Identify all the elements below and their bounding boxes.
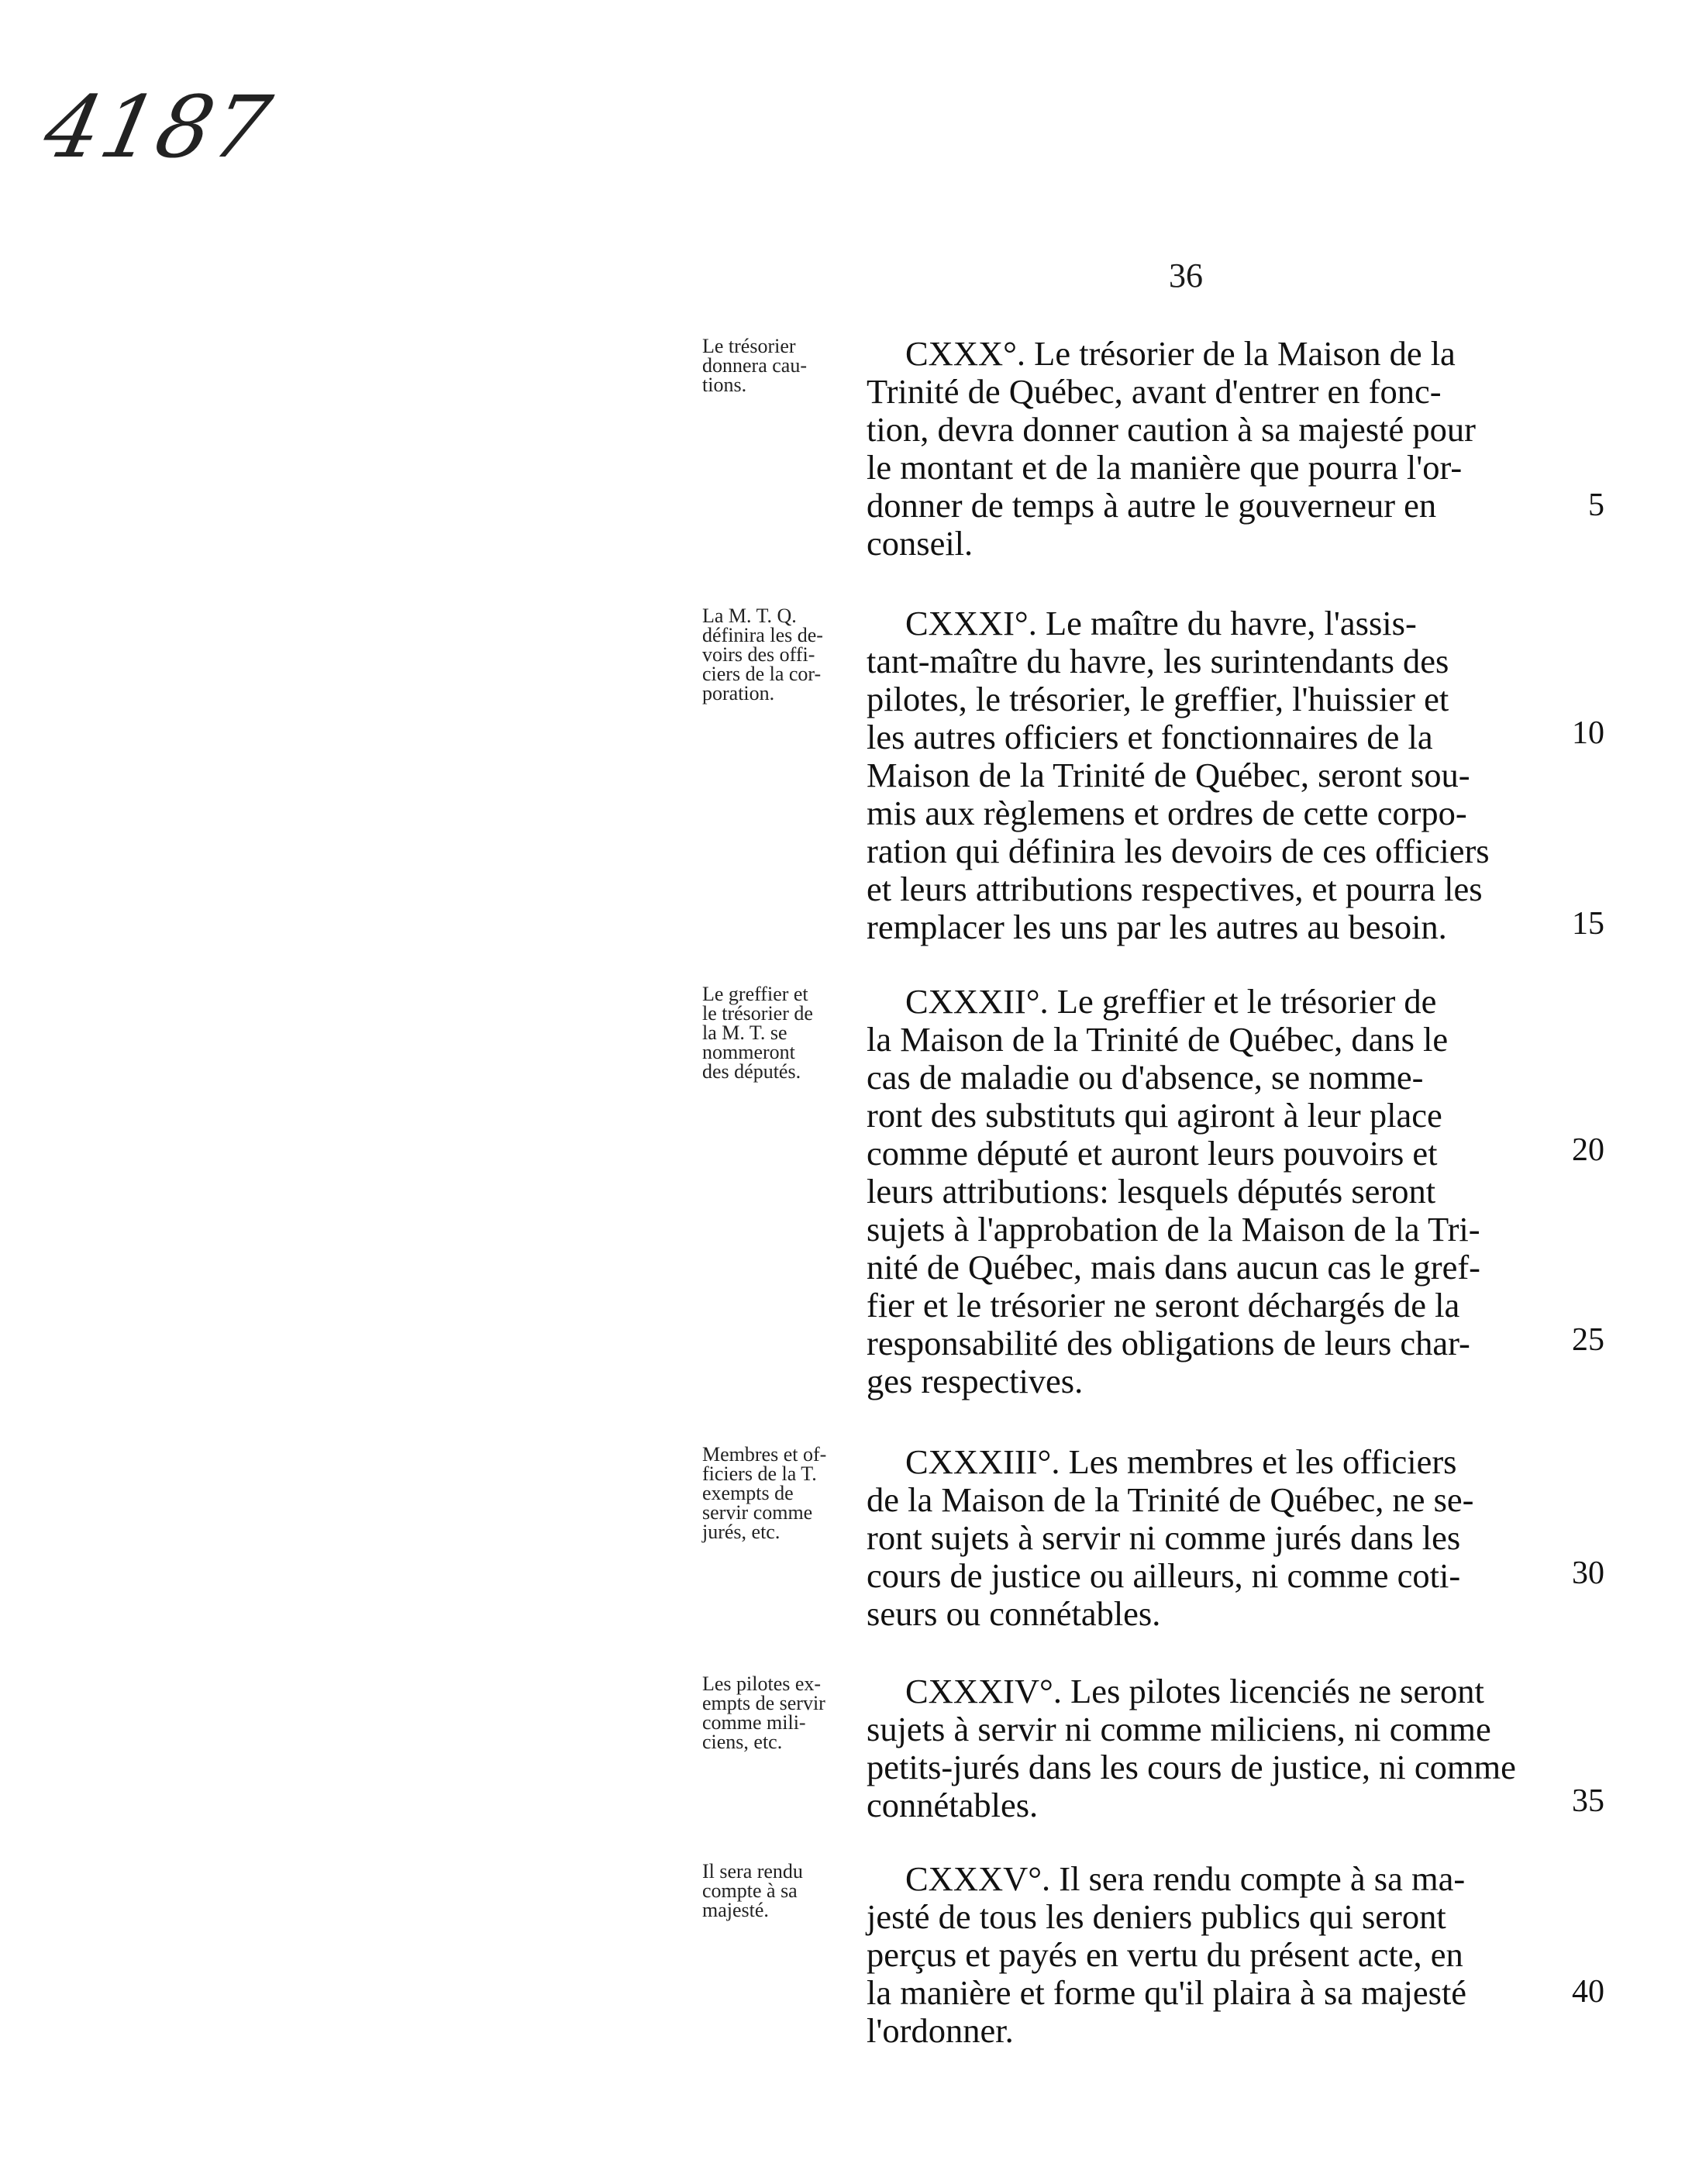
article-text-line: ges respectives. xyxy=(867,1362,1084,1400)
article-text-line: sujets à l'approbation de la Maison de la Tri- xyxy=(867,1210,1480,1249)
margin-note-line: Membres et of- xyxy=(702,1443,827,1466)
article-text-line: la Maison de la Trinité de Québec, dans le xyxy=(867,1020,1449,1059)
margin-note-line: le trésorier de xyxy=(702,1002,813,1025)
margin-note-line: des députés. xyxy=(702,1060,801,1083)
margin-note-line: majesté. xyxy=(702,1899,769,1921)
margin-note-line: comme mili- xyxy=(702,1711,806,1734)
margin-note xyxy=(702,336,863,394)
page-number: 36 xyxy=(1169,257,1203,295)
handwritten-folio-mark: 4187 xyxy=(36,78,281,177)
article-text-line: Maison de la Trinité de Québec, seront sou- xyxy=(867,756,1470,794)
article-text-line: donner de temps à autre le gouverneur en xyxy=(867,486,1437,525)
margin-note-line: nommeront xyxy=(702,1041,795,1063)
margin-note-line: jurés, etc. xyxy=(702,1521,781,1543)
line-number: 15 xyxy=(1572,906,1604,942)
article-text-line: conseil. xyxy=(867,524,974,563)
article-text-line: ront des substituts qui agiront à leur place xyxy=(867,1096,1442,1135)
line-number: 20 xyxy=(1572,1132,1604,1168)
article-text-line: nité de Québec, mais dans aucun cas le gref- xyxy=(867,1248,1481,1287)
margin-note-line: ciens, etc. xyxy=(702,1731,783,1753)
article-text-line: les autres officiers et fonctionnaires de la xyxy=(867,718,1433,756)
article-text-line: connétables. xyxy=(867,1786,1039,1824)
margin-note-line: Les pilotes ex- xyxy=(702,1672,822,1695)
article-text-line: pilotes, le trésorier, le greffier, l'huissier et xyxy=(867,680,1449,718)
article-heading-line: CXXX°. Le trésorier de la Maison de la xyxy=(905,334,1456,373)
margin-note-line: voirs des offi- xyxy=(702,643,815,666)
margin-note-line: La M. T. Q. xyxy=(702,605,797,627)
article-text-line: sujets à servir ni comme miliciens, ni comme xyxy=(867,1710,1491,1748)
margin-note-line: exempts de xyxy=(702,1482,794,1504)
margin-note-line: ciers de la cor- xyxy=(702,663,822,685)
margin-note xyxy=(702,606,863,703)
margin-note-line: empts de servir xyxy=(702,1692,825,1714)
line-number: 40 xyxy=(1572,1974,1604,2010)
line-number: 30 xyxy=(1572,1555,1604,1591)
article-heading-line: CXXXI°. Le maître du havre, l'assis- xyxy=(905,604,1417,642)
line-number: 10 xyxy=(1572,715,1604,751)
article-text-line: de la Maison de la Trinité de Québec, ne se- xyxy=(867,1480,1474,1519)
margin-note xyxy=(702,984,863,1081)
article-text-line: la manière et forme qu'il plaira à sa majesté xyxy=(867,1973,1467,2012)
line-number: 25 xyxy=(1572,1322,1604,1358)
margin-note-line: Il sera rendu xyxy=(702,1860,803,1883)
article-text-line: cas de maladie ou d'absence, se nomme- xyxy=(867,1058,1424,1097)
article-text-line: seurs ou connétables. xyxy=(867,1594,1161,1633)
article-text-line: ront sujets à servir ni comme jurés dans les xyxy=(867,1518,1461,1557)
article-text-line: responsabilité des obligations de leurs char- xyxy=(867,1324,1470,1362)
article-text-line: et leurs attributions respectives, et pourra les xyxy=(867,870,1483,908)
margin-note xyxy=(702,1862,863,1920)
article-text-line: jesté de tous les deniers publics qui seront xyxy=(867,1897,1446,1936)
line-number: 35 xyxy=(1572,1783,1604,1819)
margin-note xyxy=(702,1445,863,1542)
margin-note-line: Le greffier et xyxy=(702,983,808,1005)
margin-note-line: Le trésorier xyxy=(702,335,796,357)
article-text-line: mis aux règlemens et ordres de cette corpo- xyxy=(867,794,1467,832)
margin-note-line: servir comme xyxy=(702,1501,813,1524)
article-text-line: cours de justice ou ailleurs, ni comme coti- xyxy=(867,1556,1461,1595)
article-heading-line: CXXXV°. Il sera rendu compte à sa ma- xyxy=(905,1859,1466,1898)
article-text-line: Trinité de Québec, avant d'entrer en fonc- xyxy=(867,372,1442,411)
article-text-line: ration qui définira les devoirs de ces officiers xyxy=(867,832,1490,870)
margin-note-line: poration. xyxy=(702,682,775,704)
margin-note-line: compte à sa xyxy=(702,1879,798,1902)
article-heading-line: CXXXII°. Le greffier et le trésorier de xyxy=(905,982,1437,1021)
article-text-line: tion, devra donner caution à sa majesté pour xyxy=(867,410,1476,449)
margin-note xyxy=(702,1674,863,1752)
article-text-line: l'ordonner. xyxy=(867,2011,1014,2050)
article-text-line: perçus et payés en vertu du présent acte, en xyxy=(867,1935,1463,1974)
line-number: 5 xyxy=(1588,487,1604,523)
article-heading-line: CXXXIV°. Les pilotes licenciés ne seront xyxy=(905,1672,1484,1710)
article-text-line: fier et le trésorier ne seront déchargés de la xyxy=(867,1286,1460,1325)
margin-note-line: définira les de- xyxy=(702,624,823,646)
article-text-line: le montant et de la manière que pourra l'or- xyxy=(867,448,1463,487)
margin-note-line: la M. T. se xyxy=(702,1021,787,1044)
margin-note-line: ficiers de la T. xyxy=(702,1462,817,1485)
article-text-line: petits-jurés dans les cours de justice, ni comme xyxy=(867,1748,1516,1786)
article-text-line: remplacer les uns par les autres au besoin. xyxy=(867,908,1447,946)
margin-note-line: tions. xyxy=(702,374,747,396)
article-text-line: leurs attributions: lesquels députés seront xyxy=(867,1172,1436,1211)
article-text-line: comme député et auront leurs pouvoirs et xyxy=(867,1134,1438,1173)
article-heading-line: CXXXIII°. Les membres et les officiers xyxy=(905,1442,1457,1481)
article-text-line: tant-maître du havre, les surintendants des xyxy=(867,642,1449,680)
margin-note-line: donnera cau- xyxy=(702,354,807,377)
